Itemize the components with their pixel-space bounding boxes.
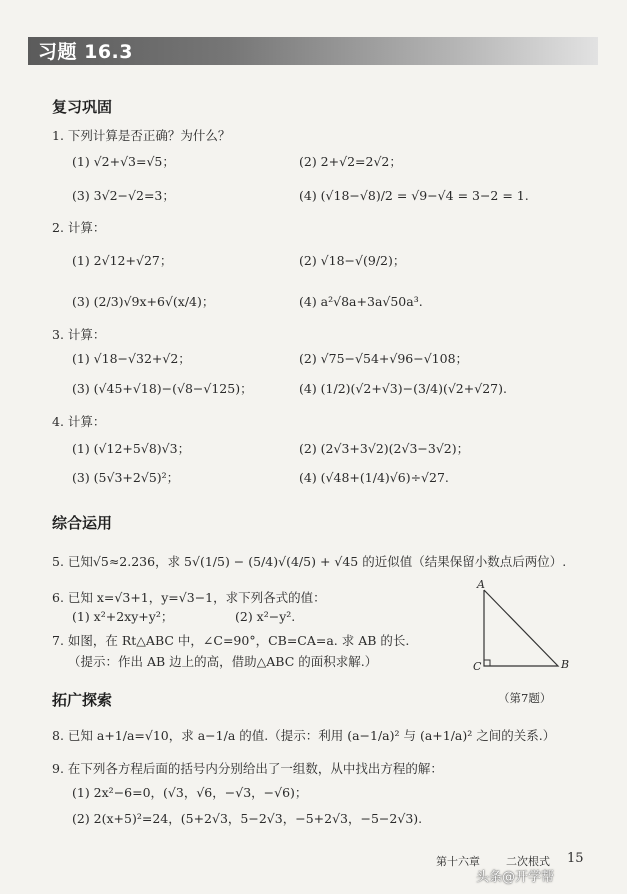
q1-part2: (2) 2+√2=2√2； xyxy=(299,154,402,169)
q9-part2: (2) 2(x+5)²=24，(5+2√3，5−2√3，−5+2√3，−5−2√3). xyxy=(72,811,423,826)
vertex-b-label: B xyxy=(561,658,570,671)
vertex-c-label: C xyxy=(473,660,482,673)
q1-part1: (1) √2+√3=√5； xyxy=(72,154,175,169)
q8-text: 8. 已知 a+1/a=√10，求 a−1/a 的值.（提示：利用 (a−1/a)² 与 (a+1/a)² 之间的关系.） xyxy=(52,728,556,743)
q1-stem: 1. 下列计算是否正确？为什么？ xyxy=(52,128,231,143)
q7-stem: 7. 如图，在 Rt△ABC 中，∠C=90°，CB=CA=a. 求 AB 的长. xyxy=(52,633,410,648)
q4-part2: (2) (2√3+3√2)(2√3−3√2)； xyxy=(299,441,470,456)
q5-text: 5. 已知√5≈2.236，求 5√(1/5) − (5/4)√(4/5) + √45 的近似值（结果保留小数点后两位）. xyxy=(52,554,567,569)
watermark: 头条@开学帮 xyxy=(476,870,555,885)
q9-stem: 9. 在下列各方程后面的括号内分别给出了一组数，从中找出方程的解： xyxy=(52,761,443,776)
q3-part3: (3) (√45+√18)−(√8−√125)； xyxy=(72,381,253,396)
exercise-title: 习题 16.3 xyxy=(38,41,133,63)
footer-section: 二次根式 xyxy=(506,855,550,868)
section-apply-title: 综合运用 xyxy=(52,514,113,532)
vertex-a-label: A xyxy=(477,578,485,591)
q3-part2: (2) √75−√54+√96−√108； xyxy=(299,351,469,366)
q2-part2: (2) √18−√(9/2)； xyxy=(299,253,406,268)
footer-chapter: 第十六章 xyxy=(436,855,480,868)
q1-part4: (4) (√18−√8)/2 = √9−√4 = 3−2 = 1. xyxy=(299,188,529,203)
q3-part4: (4) (1/2)(√2+√3)−(3/4)(√2+√27). xyxy=(299,381,507,396)
section-review-title: 复习巩固 xyxy=(52,98,113,116)
q9-part1: (1) 2x²−6=0，(√3，√6，−√3，−√6)； xyxy=(72,785,308,800)
q6-part1: (1) x²+2xy+y²； xyxy=(72,609,174,624)
q7-hint: （提示：作出 AB 边上的高，借助△ABC 的面积求解.） xyxy=(68,654,378,669)
q2-stem: 2. 计算： xyxy=(52,220,106,235)
triangle-figure xyxy=(470,578,580,674)
figure-caption: （第7题） xyxy=(498,691,552,705)
q6-stem: 6. 已知 x=√3+1，y=√3−1，求下列各式的值： xyxy=(52,590,326,605)
q2-part4: (4) a²√8a+3a√50a³. xyxy=(299,294,423,309)
q4-part4: (4) (√48+(1/4)√6)÷√27. xyxy=(299,470,449,485)
q6-part2: (2) x²−y². xyxy=(235,609,296,624)
q2-part3: (3) (2/3)√9x+6√(x/4)； xyxy=(72,294,215,309)
section-extend-title: 拓广探索 xyxy=(52,691,113,709)
q3-stem: 3. 计算： xyxy=(52,327,106,342)
q4-part3: (3) (5√3+2√5)²； xyxy=(72,470,180,485)
q2-part1: (1) 2√12+√27； xyxy=(72,253,173,268)
q3-part1: (1) √18−√32+√2； xyxy=(72,351,191,366)
q4-part1: (1) (√12+5√8)√3； xyxy=(72,441,191,456)
q4-stem: 4. 计算： xyxy=(52,414,106,429)
page-number: 15 xyxy=(567,851,584,866)
q1-part3: (3) 3√2−√2=3； xyxy=(72,188,175,203)
